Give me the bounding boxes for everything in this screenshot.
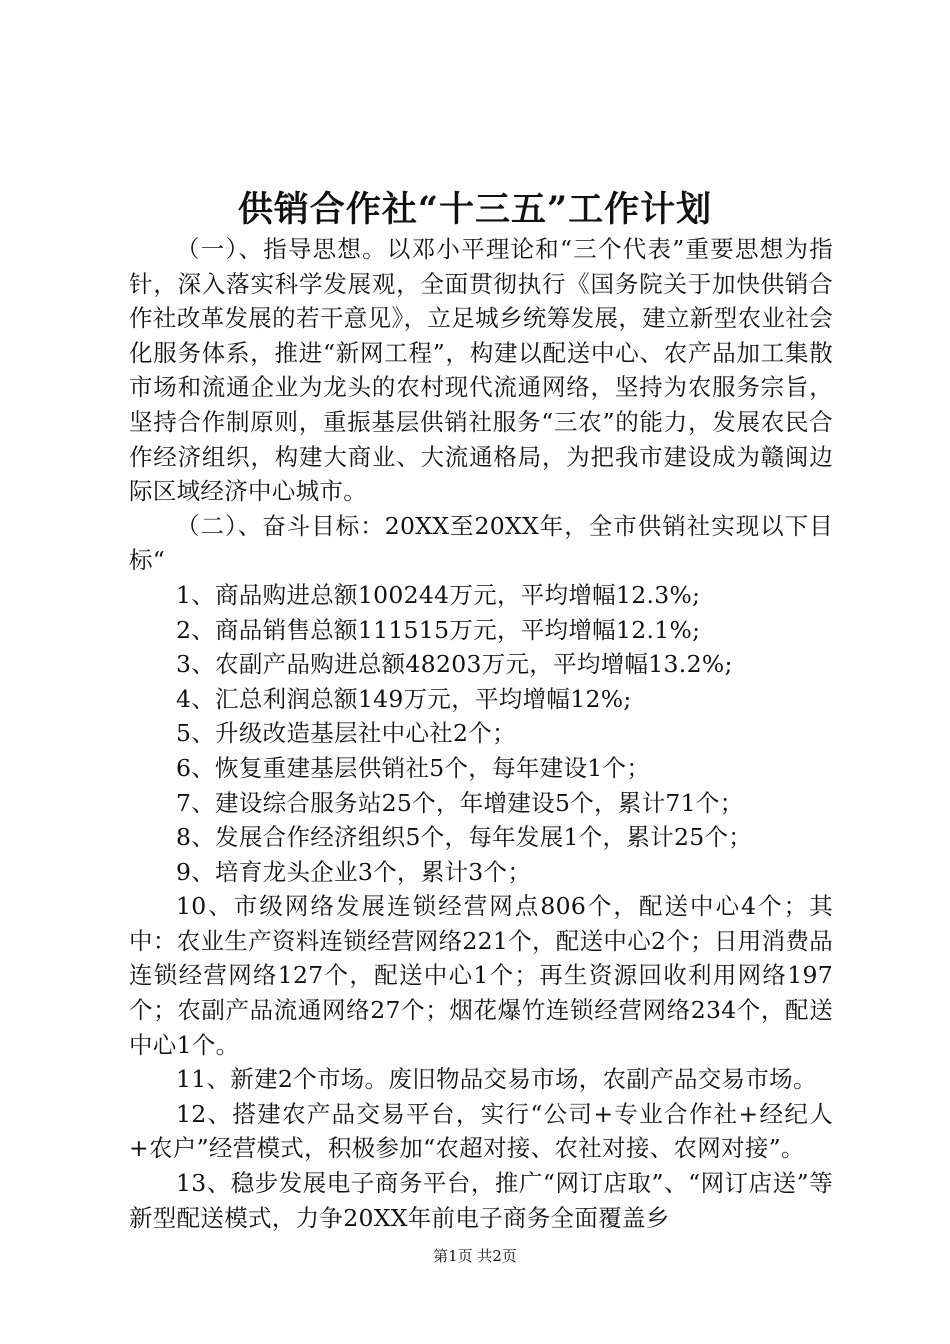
goal-item-10: 10、市级网络发展连锁经营网点806个，配送中心4个；其中：农业生产资料连锁经营网络221个，配送中心2个；日用消费品连锁经营网络127个，配送中心1个；再生资源回收利用网络197个；农副产品流通网络27个；烟花爆竹连锁经营网络234个，配送中心1个。 [129, 892, 833, 1059]
goal-item-9: 9、培育龙头企业3个，累计3个； [176, 857, 532, 886]
goal-item-13: 13、稳步发展电子商务平台，推广“网订店取”、“网订店送”等新型配送模式，力争20XX年前电子商务全面覆盖乡 [129, 1169, 833, 1232]
goal-item-12: 12、搭建农产品交易平台，实行“公司+专业合作社+经纪人+农户”经营模式，积极参加“农超对接、农社对接、农网对接”。 [129, 1099, 833, 1163]
goal-item-8: 8、发展合作经济组织5个，每年发展1个，累计25个； [176, 823, 753, 852]
goal-item-6: 6、恢复重建基层供销社5个，每年建设1个； [176, 753, 651, 782]
goal-item-4: 4、汇总利润总额149万元，平均增幅12%; [176, 684, 632, 713]
paragraph-guiding-ideology: （一）、指导思想。以邓小平理论和“三个代表”重要思想为指针，深入落实科学发展观，全面贯彻执行《国务院关于加快供销合作社改革发展的若干意见》，立足城乡统筹发展，建立新型农业社会化服务体系，推进“新网工程”，构建以配送中心、农产品加工集散市场和流通企业为龙头的农村现代流通网络，坚持为农服务宗旨，坚持合作制原则，重振基层供销社服务“三农”的能力，发展农民合作经济组织，构建大商业、大流通格局，为把我市建设成为赣闽边际区域经济中心城市。 [129, 235, 833, 506]
goal-item-2: 2、商品销售总额111515万元，平均增幅12.1%; [176, 615, 701, 644]
page-number-footer: 第1页 共2页 [433, 1247, 517, 1265]
goal-item-1: 1、商品购进总额100244万元，平均增幅12.3%; [176, 580, 701, 609]
goal-item-7: 7、建设综合服务站25个，年增建设5个，累计71个； [176, 788, 744, 817]
goal-item-3: 3、农副产品购进总额48203万元，平均增幅13.2%; [176, 650, 733, 679]
goal-item-5: 5、升级改造基层社中心社2个； [176, 719, 516, 748]
paragraph-goals-intro: （二）、奋斗目标：20XX至20XX年，全市供销社实现以下目标“ [129, 511, 833, 575]
document-title: 供销合作社“十三五”工作计划 [237, 189, 713, 230]
document-body [129, 232, 833, 1235]
goal-item-11: 11、新建2个市场。废旧物品交易市场，农副产品交易市场。 [176, 1065, 817, 1094]
